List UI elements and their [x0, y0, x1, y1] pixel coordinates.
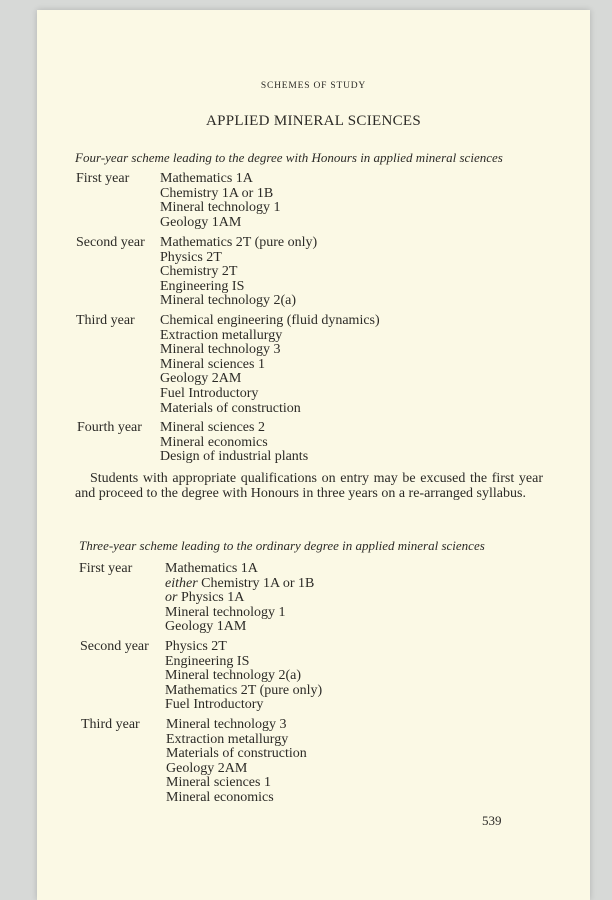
subject-text: Mathematics 2T (pure only) [165, 682, 323, 698]
subject [165, 591, 314, 606]
subject: Mathematics 2T (pure only) [160, 235, 318, 250]
running-head: SCHEMES OF STUDY [260, 81, 367, 91]
subject [165, 698, 322, 713]
subject [166, 762, 307, 777]
year-label: Second year [76, 235, 145, 250]
three-year-scheme-heading: Three-year scheme leading to the ordinary degree in applied mineral sciences [79, 538, 485, 553]
subject [165, 620, 314, 635]
subject: Chemical engineering (fluid dynamics) [160, 313, 380, 328]
subject-list [166, 718, 307, 806]
subject [165, 684, 322, 699]
subject-text: Mineral sciences 1 [166, 775, 271, 791]
subject-text: Engineering IS [165, 653, 250, 669]
four-year-scheme-heading: Four-year scheme leading to the degree with Honours in applied mineral sciences [75, 150, 503, 165]
subject-list [165, 562, 314, 635]
subject-list [160, 236, 317, 309]
subject: Engineering IS [160, 278, 245, 294]
subject-prefix: or [165, 590, 178, 606]
subject-text: Mathematics 1A [165, 561, 258, 576]
subject-text: Mineral technology 3 [166, 717, 287, 732]
page-number: 539 [482, 813, 502, 828]
subject: Geology 2AM [160, 371, 242, 387]
subject: Mineral sciences 2 [160, 420, 265, 435]
subject: Extraction metallurgy [160, 327, 283, 343]
subject-text: Mineral technology 2(a) [165, 668, 302, 684]
year-label: Second year [80, 639, 149, 654]
subject [165, 577, 314, 592]
subject-text: Physics 2T [165, 639, 227, 654]
subject-text: Mineral technology 1 [165, 604, 286, 620]
subject-text: Mineral economics [166, 789, 274, 805]
subject: Mineral sciences 1 [160, 356, 265, 372]
subject [165, 562, 314, 577]
year-label: Third year [76, 313, 135, 328]
subject: Mineral technology 3 [160, 342, 281, 358]
year-label: First year [79, 561, 133, 576]
subject-text: Physics 1A [177, 590, 245, 606]
subject [166, 776, 307, 791]
subject-text: Geology 2AM [166, 760, 248, 776]
subject: Mineral technology 1 [160, 200, 281, 216]
subject-text: Extraction metallurgy [166, 731, 289, 747]
subject: Mathematics 1A [160, 171, 253, 186]
subject-text: Materials of construction [166, 746, 307, 762]
subject-text: Chemistry 1A or 1B [197, 575, 315, 591]
subject: Mineral technology 2(a) [160, 293, 297, 309]
subject [166, 791, 307, 806]
subject: Physics 2T [160, 249, 222, 265]
subject: Chemistry 1A or 1B [160, 185, 274, 201]
subject [166, 747, 307, 762]
subject: Chemistry 2T [160, 264, 238, 280]
subject-text: Geology 1AM [165, 619, 247, 635]
subject: Materials of construction [160, 400, 301, 416]
subject: Geology 1AM [160, 214, 242, 230]
section-title: APPLIED MINERAL SCIENCES [206, 113, 421, 129]
subject [166, 733, 307, 748]
subject [165, 669, 322, 684]
subject-list [160, 314, 380, 416]
note-paragraph: Students with appropriate qualifications on entry may be excused the first year and proceed to the degree with Honours in three years on a re-arranged syllabus. [75, 471, 543, 501]
subject [165, 640, 322, 655]
subject-list [160, 421, 308, 465]
year-label: First year [76, 171, 130, 186]
subject-prefix: either [165, 575, 198, 591]
subject [166, 718, 307, 733]
subject [165, 655, 322, 670]
subject-text: Fuel Introductory [165, 697, 264, 713]
subject-list [160, 172, 281, 230]
book-page [37, 10, 590, 900]
subject: Design of industrial plants [160, 449, 309, 465]
subject: Fuel Introductory [160, 385, 259, 401]
subject: Mineral economics [160, 434, 268, 450]
year-label: Third year [81, 717, 140, 732]
year-label: Fourth year [77, 420, 142, 435]
subject-list [165, 640, 322, 713]
subject [165, 606, 314, 621]
